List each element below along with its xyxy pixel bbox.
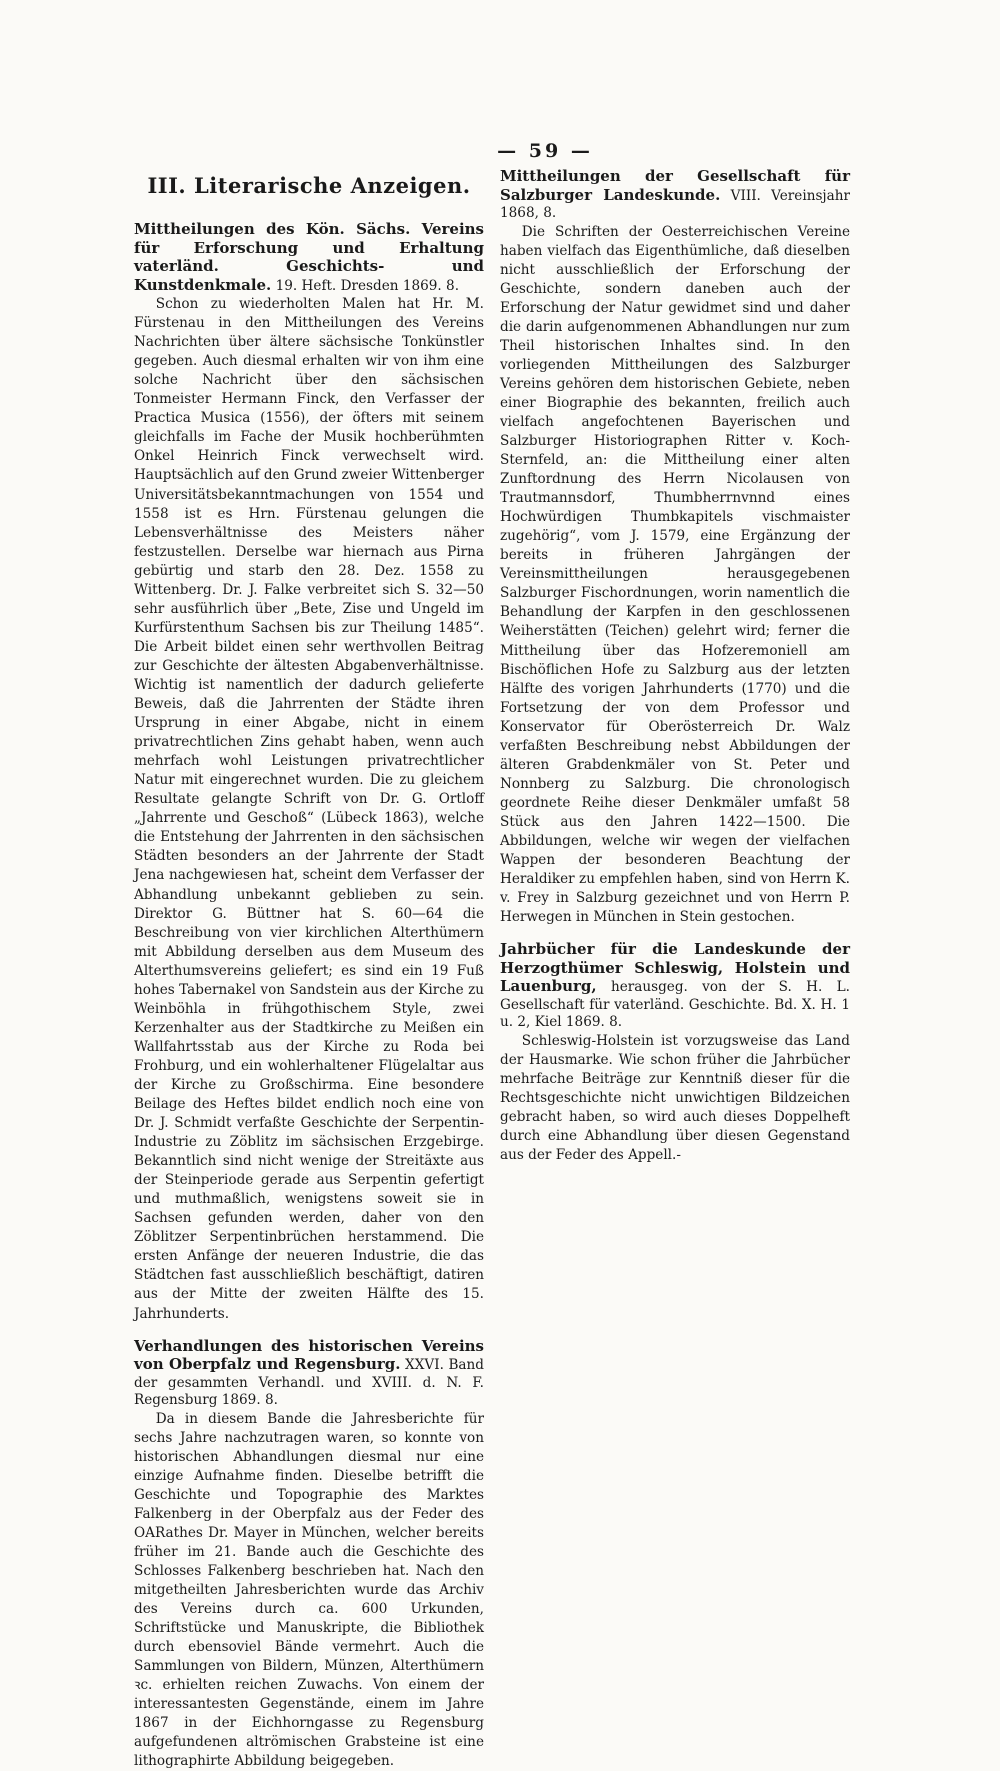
entry-2 (134, 1338, 484, 1771)
entry-3 (500, 168, 850, 927)
entry-1-body: Schon zu wiederholten Malen hat Hr. M. Fürstenau in den Mittheilungen des Vereins Nachrichten über ältere sächsische Tonkünstler gegeben. Auch diesmal erhalten wir von ihm eine solche Nachricht über den sächsischen Tonmeister Hermann Finck, den Verfasser der Practica Musica (1556), der öfters mit seinem gleichfalls im Fache der Musik hochberühmten Onkel Heinrich Finck verwechselt wird. Hauptsächlich auf den Grund zweier Wittenberger Universitätsbekanntmachungen von 1554 und 1558 ist es Hrn. Fürstenau gelungen die Lebensverhältnisse des Meisters näher festzustellen. Derselbe war hiernach aus Pirna gebürtig und starb den 28. Dez. 1558 zu Wittenberg. Dr. J. Falke verbreitet sich S. 32—50 sehr ausführlich über „Bete, Zise und Ungeld im Kurfürstenthum Sachsen bis zur Theilung 1485“. Die Arbeit bildet einen sehr werthvollen Beitrag zur Geschichte der ältesten Abgabenverhältnisse. Wichtig ist namentlich der dadurch gelieferte Beweis, daß die Jahrrenten der Städte ihren Ursprung in einer Abgabe, nicht in einem privatrechtlichen Zins gehabt haben, wenn auch mehrfach wohl Leistungen privatrechtlicher Natur mit eingerechnet wurden. Die zu gleichem Resultate gelangte Schrift von Dr. G. Ortloff „Jahrrente und Geschoß“ (Lübeck 1863), welche die Entstehung der Jahrrenten in den sächsischen Städten besonders an der Jahrrente der Stadt Jena nachgewiesen hat, scheint dem Verfasser der Abhandlung unbekannt geblieben zu sein. Direktor G. Büttner hat S. 60—64 die Beschreibung von vier kirchlichen Alterthümern mit Abbildung derselben aus dem Museum des Alterthumsvereins geliefert; es sind ein 19 Fuß hohes Tabernakel von Sandstein aus der Kirche zu Weinböhla in frühgothischem Style, zwei Kerzenhalter aus der Stadtkirche zu Meißen ein Wallfahrtsstab aus der Kirche zu Roda bei Frohburg, und ein wohlerhaltener Flügelaltar aus der Kirche zu Großschirma. Eine besondere Beilage des Heftes bildet endlich noch eine von Dr. J. Schmidt verfaßte Geschichte der Serpentin-Industrie zu Zöblitz im sächsischen Erzgebirge. Bekanntlich sind nicht wenige der Streitäxte aus der Steinperiode gerade aus Serpentin gefertigt und muthmaßlich, wenigstens soweit sie in Sachsen gefunden werden, daher von den Zöblitzer Serpentinbrüchen herstammend. Die ersten Anfänge der neueren Industrie, die das Städtchen fast ausschließlich beschäftigt, datiren aus der Mitte der zweiten Hälfte des 15. Jahrhunderts. (134, 296, 484, 1322)
entry-1-title-rest: 19. Heft. Dresden 1869. 8. (271, 277, 460, 294)
entry-3-title-rest: VIII. Vereinsjahr 1868, 8. (500, 187, 850, 221)
section-heading: III. Literarische Anzeigen. (147, 173, 471, 198)
entry-2-title (134, 1338, 484, 1410)
entry-1-title-bold: Mittheilungen des Kön. Sächs. Vereins für Erforschung und Erhaltung vaterländ. Geschichts- und Kunstdenkmale. (134, 220, 484, 294)
entry-4-body: Schleswig-Holstein ist vorzugsweise das Land der Hausmarke. Wie schon früher die Jahrbücher mehrfache Beiträge zur Kenntniß dieser für die Rechtsgeschichte nicht unwichtigen Bildzeichen gebracht haben, so wird auch dieses Doppelheft durch eine Abhandlung über diesen Gegenstand aus der Feder des Appell.- (500, 1032, 850, 1164)
entry-1-title (134, 221, 484, 295)
left-column (134, 168, 484, 1771)
entry-3-body: Die Schriften der Oesterreichischen Vereine haben vielfach das Eigenthümliche, daß dieselben nicht ausschließlich der Erforschung der Geschichte, sondern daneben auch der Erforschung der Natur gewidmet sind und daher die darin aufgenommenen Abhandlungen nur zum Theil historischen Inhaltes sind. In den vorliegenden Mittheilungen des Salzburger Vereins gehören dem historischen Gebiete, neben einer Biographie des bekannten, freilich auch vielfach angefochtenen Bayerischen und Salzburger Historiographen Ritter v. Koch-Sternfeld, an: die Mittheilung einer alten Zunftordnung des Herrn Nicolausen von Trautmannsdorf, Thumbherrnvnnd eines Hochwürdigen Thumbkapitels vischmaister zugehörig“, vom J. 1579, eine Ergänzung der bereits in früheren Jahrgängen der Vereinsmittheilungen herausgegebenen Salzburger Fischordnungen, worin namentlich die Behandlung der Karpfen in den geschlossenen Weiherstätten (Teichen) gelehrt wird; ferner die Mittheilung über das Hofzeremoniell am Bischöflichen Hofe zu Salzburg aus der letzten Hälfte des vorigen Jahrhunderts (1770) und die Fortsetzung der von dem Professor und Konservator für Oberösterreich Dr. Walz verfaßten Beschreibung nebst Abbildungen der älteren Grabdenkmäler von St. Peter und Nonnberg zu Salzburg. Die chronologisch geordnete Reihe dieser Denkmäler umfaßt 58 Stück aus den Jahren 1422—1500. Die Abbildungen, welche wir wegen der vielfachen Wappen der besonderen Beachtung der Heraldiker zu empfehlen haben, sind von Herrn K. v. Frey in Salzburg gezeichnet und von Herrn P. Herwegen in München in Stein gestochen. (500, 223, 850, 926)
entry-3-title (500, 168, 850, 223)
right-column (500, 168, 850, 1165)
entry-2-title-bold: Verhandlungen des historischen Vereins von Oberpfalz und Regensburg. (134, 1336, 484, 1374)
entry-3-title-bold: Mittheilungen der Gesellschaft für Salzburger Landeskunde. (500, 167, 850, 204)
entry-4-title-rest: herausgeg. von der S. H. L. Gesellschaft für vaterländ. Geschichte. Bd. X. H. 1 u. 2, Kiel 1869. 8. (500, 979, 850, 1031)
entry-4-title (500, 941, 850, 1032)
entry-1 (134, 221, 484, 1324)
page-number: — 59 — (497, 140, 593, 162)
entry-2-body: Da in diesem Bande die Jahresberichte für sechs Jahre nachzutragen waren, so konnte von historischen Abhandlungen diesmal nur eine einzige Aufnahme finden. Dieselbe betrifft die Geschichte und Topographie des Marktes Falkenberg in der Oberpfalz aus der Feder des OARathes Dr. Mayer in München, welcher bereits früher im 21. Bande auch die Geschichte des Schlosses Falkenberg beschrieben hat. Nach den mitgetheilten Jahresberichten wurde das Archiv des Vereins durch ca. 600 Urkunden, Schriftstücke und Manuskripte, die Bibliothek durch ebensoviel Bände vermehrt. Auch die Sammlungen von Bildern, Münzen, Alterthümern ꝛc. erhielten reichen Zuwachs. Von einem der interessantesten Gegenstände, einem im Jahre 1867 in der Eichhorngasse zu Regensburg aufgefundenen altrömischen Grabsteine ist eine lithographirte Abbildung beigegeben. (134, 1410, 484, 1770)
entry-2-title-rest: XXVI. Band der gesammten Verhandl. und XVIII. d. N. F. Regensburg 1869. 8. (134, 1357, 484, 1409)
entry-4 (500, 941, 850, 1165)
entry-4-title-bold: Jahrbücher für die Landeskunde der Herzogthümer Schleswig, Holstein und Lauenburg, (500, 940, 850, 996)
